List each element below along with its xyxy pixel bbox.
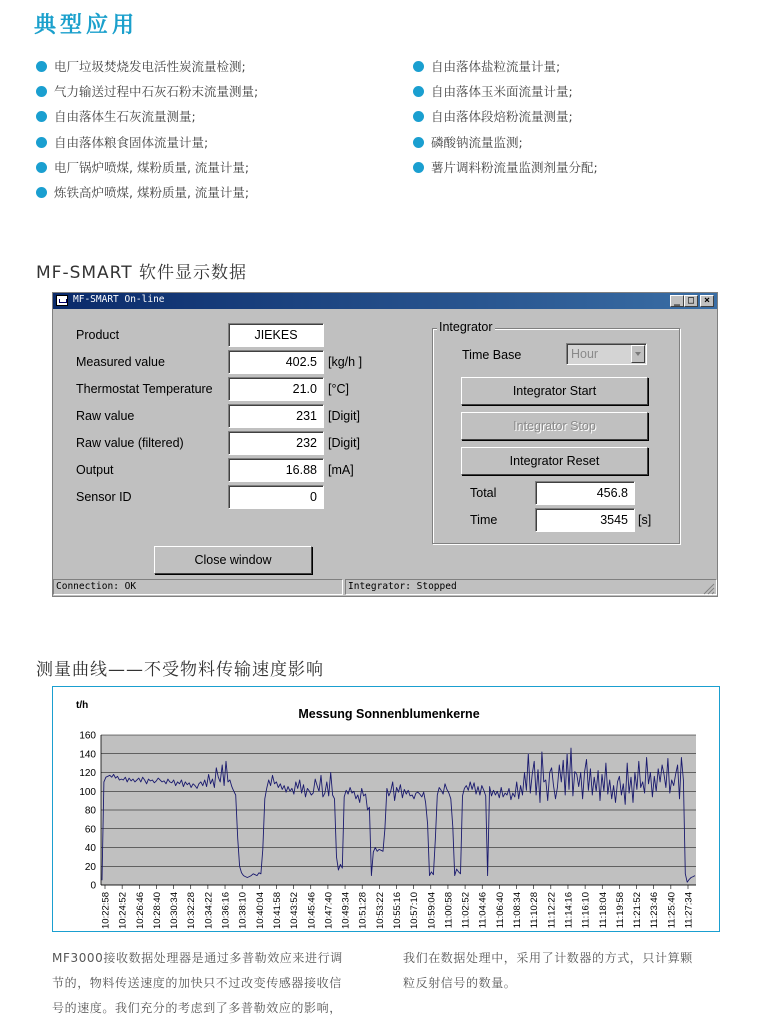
x-tick-label: 10:28:40 [151,892,163,929]
list-item: 电厂垃圾焚烧发电活性炭流量检测; [36,57,258,82]
resize-grip-icon[interactable] [703,583,715,595]
measurement-chart [53,687,719,931]
total-label: Total [470,486,497,500]
bullet-icon [36,187,47,198]
x-tick-label: 10:49:34 [340,892,352,929]
paragraph-left [52,946,392,1021]
x-tick-label: 11:16:10 [580,892,592,929]
x-tick-label: 10:57:10 [409,892,421,929]
list-item: 自由落体段焙粉流量测量; [413,107,598,132]
close-window-button[interactable]: Close window [154,546,312,574]
list-item: 气力输送过程中石灰石粉末流量测量; [36,82,258,107]
x-tick-label: 10:43:52 [289,892,301,929]
app-icon [56,295,68,306]
x-tick-label: 11:23:46 [649,892,661,929]
x-tick-label: 11:10:28 [529,892,541,929]
raw-value-field[interactable]: 231 [228,404,324,428]
time-field[interactable]: 3545 [535,508,635,532]
integrator-stop-button[interactable]: Integrator Stop [461,412,648,440]
chevron-down-icon[interactable] [631,345,645,363]
chart-title: Messung Sonnenblumenkerne [298,707,480,721]
x-tick-label: 11:27:34 [683,892,695,929]
x-tick-label: 10:41:58 [271,892,283,929]
x-tick-label: 11:18:04 [597,892,609,929]
measured-value-label: Measured value [76,355,165,369]
paragraph-line: 粒反射信号的数量。 [403,976,517,990]
total-field[interactable]: 456.8 [535,481,635,505]
thermostat-temperature-unit: [°C] [328,382,349,396]
y-tick-label: 20 [84,861,96,873]
x-tick-label: 10:38:10 [237,892,249,929]
x-tick-label: 10:53:22 [374,892,386,929]
applications-list-right [413,57,598,183]
applications-list-left [36,57,258,208]
time-base-value: Hour [571,347,599,361]
x-tick-label: 11:04:46 [477,892,489,929]
x-tick-label: 11:12:22 [546,892,558,929]
x-tick-label: 10:36:16 [220,892,232,929]
list-item: 磷酸钠流量监测; [413,133,598,158]
bullet-icon [36,111,47,122]
x-tick-label: 10:26:46 [134,892,146,929]
time-base-select[interactable] [566,343,647,365]
list-item: 自由落体生石灰流量测量; [36,107,258,132]
y-tick-label: 160 [79,730,96,742]
x-tick-label: 11:08:34 [512,892,524,929]
y-tick-label: 60 [84,824,96,836]
x-tick-label: 10:40:04 [254,892,266,929]
list-item: 炼铁高炉喷煤, 煤粉质量, 流量计量; [36,183,258,208]
y-tick-label: 100 [79,786,96,798]
x-tick-label: 10:34:22 [203,892,215,929]
integrator-reset-button[interactable]: Integrator Reset [461,447,648,475]
x-tick-label: 10:24:52 [117,892,129,929]
paragraph-right [403,946,743,996]
y-tick-label: 0 [90,880,96,892]
measured-value-field[interactable]: 402.5 [228,350,324,374]
sensor-id-label: Sensor ID [76,490,132,504]
y-axis-label: t/h [76,700,89,711]
bullet-icon [413,61,424,72]
output-label: Output [76,463,114,477]
x-tick-label: 11:19:58 [614,892,626,929]
y-tick-label: 120 [79,768,96,779]
mf-smart-window [52,292,718,597]
raw-value-filtered-label: Raw value (filtered) [76,436,184,450]
y-tick-label: 40 [84,843,96,854]
minimize-button[interactable]: _ [670,295,684,307]
time-label: Time [470,513,498,527]
x-tick-label: 10:45:46 [306,892,318,929]
software-section-title: MF-SMART 软件显示数据 [36,263,248,283]
thermostat-temperature-field[interactable]: 21.0 [228,377,324,401]
typical-applications-title: 典型应用 [34,13,139,38]
paragraph-line: MF3000接收数据处理器是通过多普勒效应来进行调 [52,951,343,965]
integrator-start-button[interactable]: Integrator Start [461,377,648,405]
measured-value-unit: [kg/h ] [328,355,363,369]
integrator-group-label: Integrator [439,320,493,334]
thermostat-temperature-label: Thermostat Temperature [76,382,213,396]
list-item: 自由落体粮食固体流量计量; [36,133,258,158]
bullet-icon [36,162,47,173]
bullet-icon [413,111,424,122]
x-tick-label: 11:06:40 [494,892,506,929]
output-unit: [mA] [328,463,354,477]
time-base-label: Time Base [462,348,522,362]
bullet-icon [413,137,424,148]
x-tick-label: 11:25:40 [666,892,678,929]
y-tick-label: 80 [84,805,96,817]
list-item: 自由落体盐粒流量计量; [413,57,598,82]
bullet-icon [413,86,424,97]
paragraph-line: 我们在数据处理中，采用了计数器的方式，只计算颗 [403,951,693,965]
x-tick-label: 10:55:16 [391,892,403,929]
x-tick-label: 10:32:28 [186,892,198,929]
status-connection: Connection: OK [53,579,343,595]
paragraph-line: 节的，物料传送速度的加快只不过改变传感器接收信 [52,976,342,990]
sensor-id-field[interactable]: 0 [228,485,324,509]
list-item: 自由落体玉米面流量计量; [413,82,598,107]
time-unit: [s] [638,513,652,527]
x-tick-label: 11:02:52 [460,892,472,929]
x-tick-label: 11:00:58 [443,892,455,929]
x-tick-label: 10:47:40 [323,892,335,929]
x-tick-label: 10:22:58 [100,892,112,929]
window-title: MF-SMART On-line [73,294,165,305]
paragraph-line: 号的速度。我们充分的考虑到了多普勒效应的影响， [52,1001,342,1015]
x-tick-label: 10:59:04 [426,892,438,929]
curve-section-title: 测量曲线——不受物料传输速度影响 [36,660,324,680]
window-title-bar [53,293,717,309]
maximize-button[interactable]: □ [684,295,698,307]
bullet-icon [413,162,424,173]
close-icon[interactable]: × [700,295,714,307]
x-tick-label: 10:51:28 [357,892,369,929]
list-item: 薯片调料粉流量监测剂量分配; [413,158,598,183]
product-field[interactable]: JIEKES [228,323,324,347]
raw-value-filtered-field[interactable]: 232 [228,431,324,455]
bullet-icon [36,61,47,72]
bullet-icon [36,137,47,148]
product-label: Product [76,328,120,342]
list-item: 电厂锅炉喷煤, 煤粉质量, 流量计量; [36,158,258,183]
raw-value-label: Raw value [76,409,135,423]
chart-frame [52,686,720,932]
x-tick-label: 11:21:52 [632,892,644,929]
y-tick-label: 140 [79,749,96,761]
raw-value-filtered-unit: [Digit] [328,436,360,450]
bullet-icon [36,86,47,97]
x-tick-label: 10:30:34 [169,892,181,929]
raw-value-unit: [Digit] [328,409,360,423]
output-field[interactable]: 16.88 [228,458,324,482]
status-integrator: Integrator: Stopped [345,579,717,595]
x-tick-label: 11:14:16 [563,892,575,929]
